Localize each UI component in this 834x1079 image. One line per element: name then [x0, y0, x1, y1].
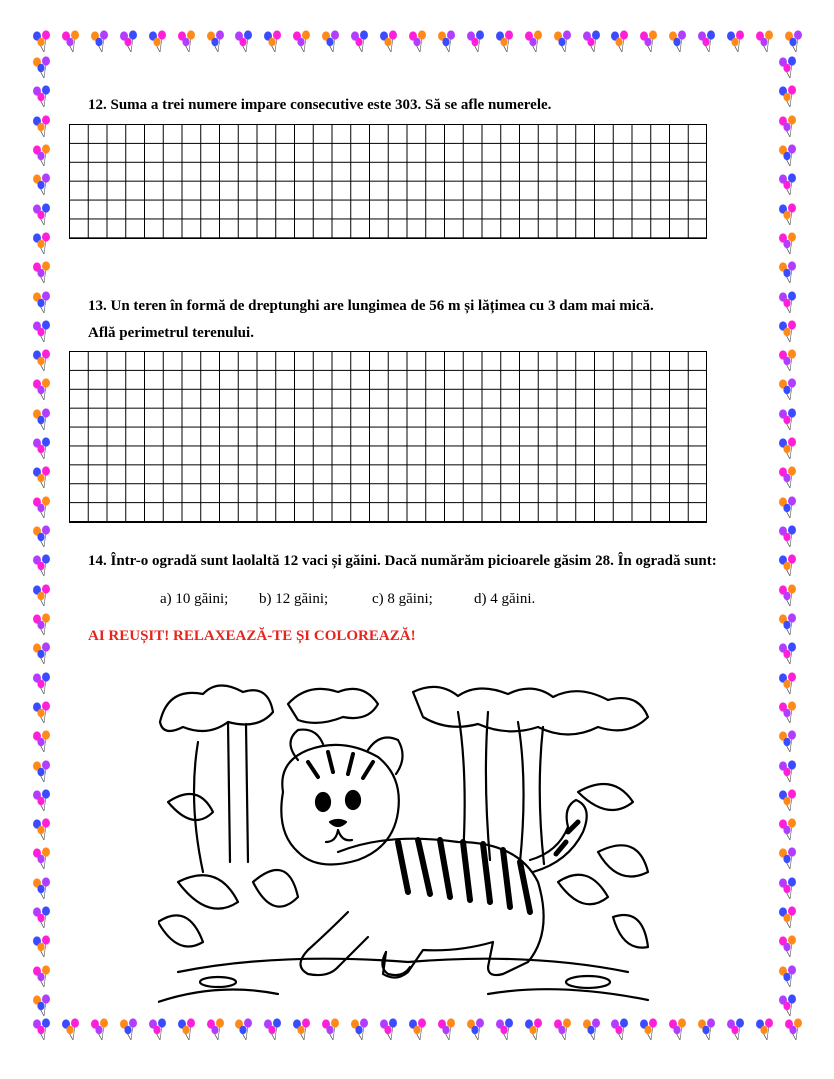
option-b[interactable]: b) 12 găini;	[259, 591, 329, 607]
balloon-icon	[30, 56, 54, 80]
balloon-border-left	[30, 56, 56, 1018]
balloon-icon	[666, 30, 690, 54]
balloon-icon	[637, 1018, 661, 1042]
balloon-border-top	[30, 30, 806, 56]
balloon-icon	[30, 466, 54, 490]
balloon-icon	[261, 30, 285, 54]
balloon-icon	[30, 672, 54, 696]
balloon-icon	[30, 906, 54, 930]
congrats-message: AI REUȘIT! RELAXEAZĂ-TE ȘI COLOREAZĂ!	[88, 628, 416, 644]
balloon-icon	[30, 642, 54, 666]
balloon-icon	[776, 642, 800, 666]
balloon-icon	[464, 1018, 488, 1042]
balloon-icon	[776, 906, 800, 930]
balloon-icon	[776, 818, 800, 842]
balloon-icon	[175, 1018, 199, 1042]
balloon-icon	[204, 1018, 228, 1042]
balloon-icon	[580, 30, 604, 54]
balloon-icon	[776, 408, 800, 432]
balloon-icon	[30, 496, 54, 520]
balloon-icon	[522, 1018, 546, 1042]
balloon-icon	[30, 408, 54, 432]
balloon-icon	[30, 144, 54, 168]
balloon-icon	[406, 30, 430, 54]
option-a[interactable]: a) 10 găini;	[160, 591, 229, 607]
balloon-icon	[348, 30, 372, 54]
balloon-icon	[30, 291, 54, 315]
balloon-icon	[776, 584, 800, 608]
balloon-icon	[637, 30, 661, 54]
balloon-icon	[776, 349, 800, 373]
balloon-icon	[776, 525, 800, 549]
balloon-icon	[30, 994, 54, 1018]
balloon-icon	[377, 30, 401, 54]
balloon-icon	[30, 965, 54, 989]
balloon-icon	[30, 701, 54, 725]
balloon-icon	[30, 554, 54, 578]
balloon-icon	[776, 760, 800, 784]
balloon-icon	[88, 30, 112, 54]
balloon-icon	[776, 554, 800, 578]
balloon-icon	[435, 1018, 459, 1042]
balloon-icon	[377, 1018, 401, 1042]
option-d[interactable]: d) 4 găini.	[474, 591, 536, 607]
balloon-icon	[435, 30, 459, 54]
balloon-icon	[776, 85, 800, 109]
balloon-icon	[290, 1018, 314, 1042]
balloon-icon	[776, 144, 800, 168]
balloon-icon	[776, 378, 800, 402]
balloon-icon	[30, 847, 54, 871]
balloon-icon	[753, 30, 777, 54]
balloon-icon	[30, 437, 54, 461]
balloon-border-right	[776, 56, 802, 1018]
balloon-icon	[175, 30, 199, 54]
question-12: 12. Suma a trei numere impare consecutive este 303. Să se afle numerele.	[88, 97, 552, 113]
balloon-icon	[776, 877, 800, 901]
balloon-icon	[117, 1018, 141, 1042]
balloon-icon	[493, 1018, 517, 1042]
balloon-icon	[30, 173, 54, 197]
balloon-icon	[493, 30, 517, 54]
balloon-icon	[30, 877, 54, 901]
balloon-icon	[551, 30, 575, 54]
balloon-icon	[30, 349, 54, 373]
balloon-icon	[776, 261, 800, 285]
balloon-icon	[776, 232, 800, 256]
balloon-icon	[30, 935, 54, 959]
tree-canopy-left	[160, 685, 273, 731]
balloon-icon	[776, 320, 800, 344]
question-13-line1: 13. Un teren în formă de dreptunghi are lungimea de 56 m și lățimea cu 3 dam mai mică.	[88, 298, 654, 314]
balloon-icon	[232, 30, 256, 54]
tree-canopy-right	[413, 687, 648, 735]
balloon-icon	[776, 291, 800, 315]
balloon-icon	[59, 30, 83, 54]
balloon-icon	[776, 496, 800, 520]
balloon-icon	[30, 203, 54, 227]
balloon-icon	[776, 56, 800, 80]
balloon-icon	[261, 1018, 285, 1042]
balloon-icon	[695, 30, 719, 54]
tree-canopy-mid	[288, 689, 378, 723]
balloon-icon	[204, 30, 228, 54]
balloon-icon	[522, 30, 546, 54]
balloon-icon	[776, 847, 800, 871]
balloon-icon	[30, 232, 54, 256]
balloon-icon	[776, 173, 800, 197]
balloon-icon	[776, 789, 800, 813]
balloon-icon	[290, 30, 314, 54]
balloon-icon	[30, 1018, 54, 1042]
balloon-icon	[666, 1018, 690, 1042]
answer-grid-13[interactable]	[69, 351, 707, 523]
balloon-border-bottom	[30, 1018, 806, 1044]
answer-grid-12[interactable]	[69, 124, 707, 239]
balloon-icon	[776, 672, 800, 696]
balloon-icon	[580, 1018, 604, 1042]
balloon-icon	[319, 30, 343, 54]
balloon-icon	[753, 1018, 777, 1042]
balloon-icon	[776, 437, 800, 461]
balloon-icon	[30, 30, 54, 54]
question-14: 14. Într-o ogradă sunt laolaltă 12 vaci și găini. Dacă numărăm picioarele găsim 28. În ogradă sunt:	[88, 553, 717, 569]
balloon-icon	[776, 613, 800, 637]
balloon-icon	[776, 994, 800, 1018]
tiger-head	[281, 745, 399, 865]
balloon-icon	[776, 701, 800, 725]
balloon-icon	[724, 1018, 748, 1042]
balloon-icon	[782, 1018, 806, 1042]
tiger-coloring-picture	[158, 682, 650, 1012]
balloon-icon	[406, 1018, 430, 1042]
balloon-icon	[30, 789, 54, 813]
balloon-icon	[30, 261, 54, 285]
balloon-icon	[30, 115, 54, 139]
question-13-line2: Află perimetrul terenului.	[88, 325, 254, 341]
balloon-icon	[88, 1018, 112, 1042]
balloon-icon	[30, 525, 54, 549]
balloon-icon	[30, 760, 54, 784]
balloon-icon	[30, 378, 54, 402]
balloon-icon	[232, 1018, 256, 1042]
balloon-icon	[117, 30, 141, 54]
balloon-icon	[782, 30, 806, 54]
balloon-icon	[146, 1018, 170, 1042]
balloon-icon	[608, 30, 632, 54]
balloon-icon	[348, 1018, 372, 1042]
balloon-icon	[30, 613, 54, 637]
balloon-icon	[776, 965, 800, 989]
option-c[interactable]: c) 8 găini;	[372, 591, 433, 607]
balloon-icon	[608, 1018, 632, 1042]
balloon-icon	[30, 818, 54, 842]
balloon-icon	[59, 1018, 83, 1042]
balloon-icon	[776, 466, 800, 490]
balloon-icon	[30, 730, 54, 754]
balloon-icon	[776, 730, 800, 754]
balloon-icon	[464, 30, 488, 54]
balloon-icon	[146, 30, 170, 54]
balloon-icon	[30, 320, 54, 344]
balloon-icon	[695, 1018, 719, 1042]
balloon-icon	[776, 935, 800, 959]
balloon-icon	[776, 115, 800, 139]
balloon-icon	[319, 1018, 343, 1042]
balloon-icon	[30, 584, 54, 608]
balloon-icon	[30, 85, 54, 109]
balloon-icon	[724, 30, 748, 54]
balloon-icon	[551, 1018, 575, 1042]
balloon-icon	[776, 203, 800, 227]
